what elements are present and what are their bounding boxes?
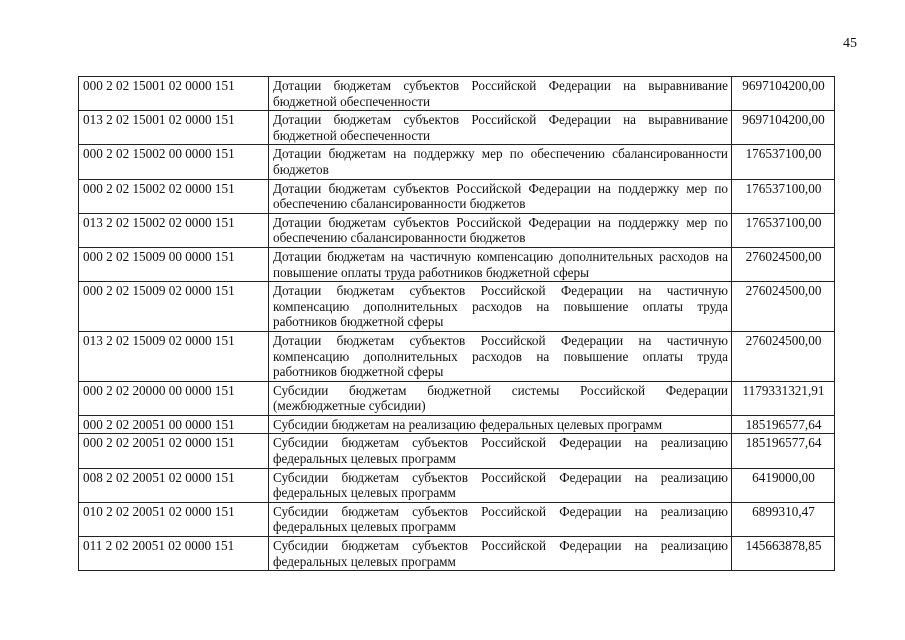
table-row [79, 468, 835, 502]
table-row [79, 145, 835, 179]
budget-code-cell: 000 2 02 15002 00 0000 151 [79, 145, 269, 179]
table-row [79, 537, 835, 571]
table-row [79, 282, 835, 332]
table-row [79, 415, 835, 434]
budget-code-cell: 000 2 02 15009 02 0000 151 [79, 282, 269, 332]
revenue-name-cell: Субсидии бюджетам субъектов Российской Федерации на реализацию федеральных целевых программ [269, 537, 732, 571]
revenue-name-cell: Дотации бюджетам субъектов Российской Федерации на выравнивание бюджетной обеспеченности [269, 111, 732, 145]
budget-code-cell: 011 2 02 20051 02 0000 151 [79, 537, 269, 571]
amount-cell: 176537100,00 [732, 145, 835, 179]
table-row [79, 331, 835, 381]
amount-cell: 276024500,00 [732, 331, 835, 381]
amount-cell: 9697104200,00 [732, 77, 835, 111]
amount-cell: 276024500,00 [732, 282, 835, 332]
amount-cell: 185196577,64 [732, 434, 835, 468]
table-row [79, 77, 835, 111]
amount-cell: 6899310,47 [732, 502, 835, 536]
amount-cell: 185196577,64 [732, 415, 835, 434]
revenue-name-cell: Дотации бюджетам субъектов Российской Федерации на выравнивание бюджетной обеспеченности [269, 77, 732, 111]
table-row [79, 111, 835, 145]
amount-cell: 276024500,00 [732, 247, 835, 281]
budget-code-cell: 013 2 02 15009 02 0000 151 [79, 331, 269, 381]
amount-cell: 6419000,00 [732, 468, 835, 502]
budget-code-cell: 000 2 02 15001 02 0000 151 [79, 77, 269, 111]
table-row [79, 213, 835, 247]
revenue-name-cell: Дотации бюджетам субъектов Российской Федерации на частичную компенсацию дополнительных расходов на повышение оплаты труда работников бюджетной сферы [269, 282, 732, 332]
budget-code-cell: 013 2 02 15001 02 0000 151 [79, 111, 269, 145]
budget-code-cell: 000 2 02 15002 02 0000 151 [79, 179, 269, 213]
table-row [79, 381, 835, 415]
table-row [79, 179, 835, 213]
amount-cell: 1179331321,91 [732, 381, 835, 415]
revenue-name-cell: Дотации бюджетам субъектов Российской Федерации на поддержку мер по обеспечению сбалансированности бюджетов [269, 213, 732, 247]
revenue-name-cell: Дотации бюджетам субъектов Российской Федерации на частичную компенсацию дополнительных расходов на повышение оплаты труда работников бюджетной сферы [269, 331, 732, 381]
amount-cell: 176537100,00 [732, 213, 835, 247]
revenue-name-cell: Дотации бюджетам на частичную компенсацию дополнительных расходов на повышение оплаты труда работников бюджетной сферы [269, 247, 732, 281]
budget-code-cell: 000 2 02 20051 02 0000 151 [79, 434, 269, 468]
amount-cell: 9697104200,00 [732, 111, 835, 145]
budget-code-cell: 013 2 02 15002 02 0000 151 [79, 213, 269, 247]
revenue-name-cell: Дотации бюджетам субъектов Российской Федерации на поддержку мер по обеспечению сбалансированности бюджетов [269, 179, 732, 213]
revenue-name-cell: Субсидии бюджетам субъектов Российской Федерации на реализацию федеральных целевых программ [269, 434, 732, 468]
budget-code-cell: 008 2 02 20051 02 0000 151 [79, 468, 269, 502]
budget-code-cell: 010 2 02 20051 02 0000 151 [79, 502, 269, 536]
revenue-name-cell: Субсидии бюджетам бюджетной системы Российской Федерации (межбюджетные субсидии) [269, 381, 732, 415]
revenue-name-cell: Дотации бюджетам на поддержку мер по обеспечению сбалансированности бюджетов [269, 145, 732, 179]
budget-revenue-table [78, 76, 835, 571]
revenue-name-cell: Субсидии бюджетам субъектов Российской Федерации на реализацию федеральных целевых программ [269, 468, 732, 502]
table-row [79, 434, 835, 468]
revenue-name-cell: Субсидии бюджетам субъектов Российской Федерации на реализацию федеральных целевых программ [269, 502, 732, 536]
amount-cell: 145663878,85 [732, 537, 835, 571]
table-row [79, 247, 835, 281]
page-number: 45 [843, 36, 857, 51]
budget-code-cell: 000 2 02 20000 00 0000 151 [79, 381, 269, 415]
amount-cell: 176537100,00 [732, 179, 835, 213]
budget-code-cell: 000 2 02 15009 00 0000 151 [79, 247, 269, 281]
revenue-name-cell: Субсидии бюджетам на реализацию федеральных целевых программ [269, 415, 732, 434]
table-row [79, 502, 835, 536]
budget-code-cell: 000 2 02 20051 00 0000 151 [79, 415, 269, 434]
